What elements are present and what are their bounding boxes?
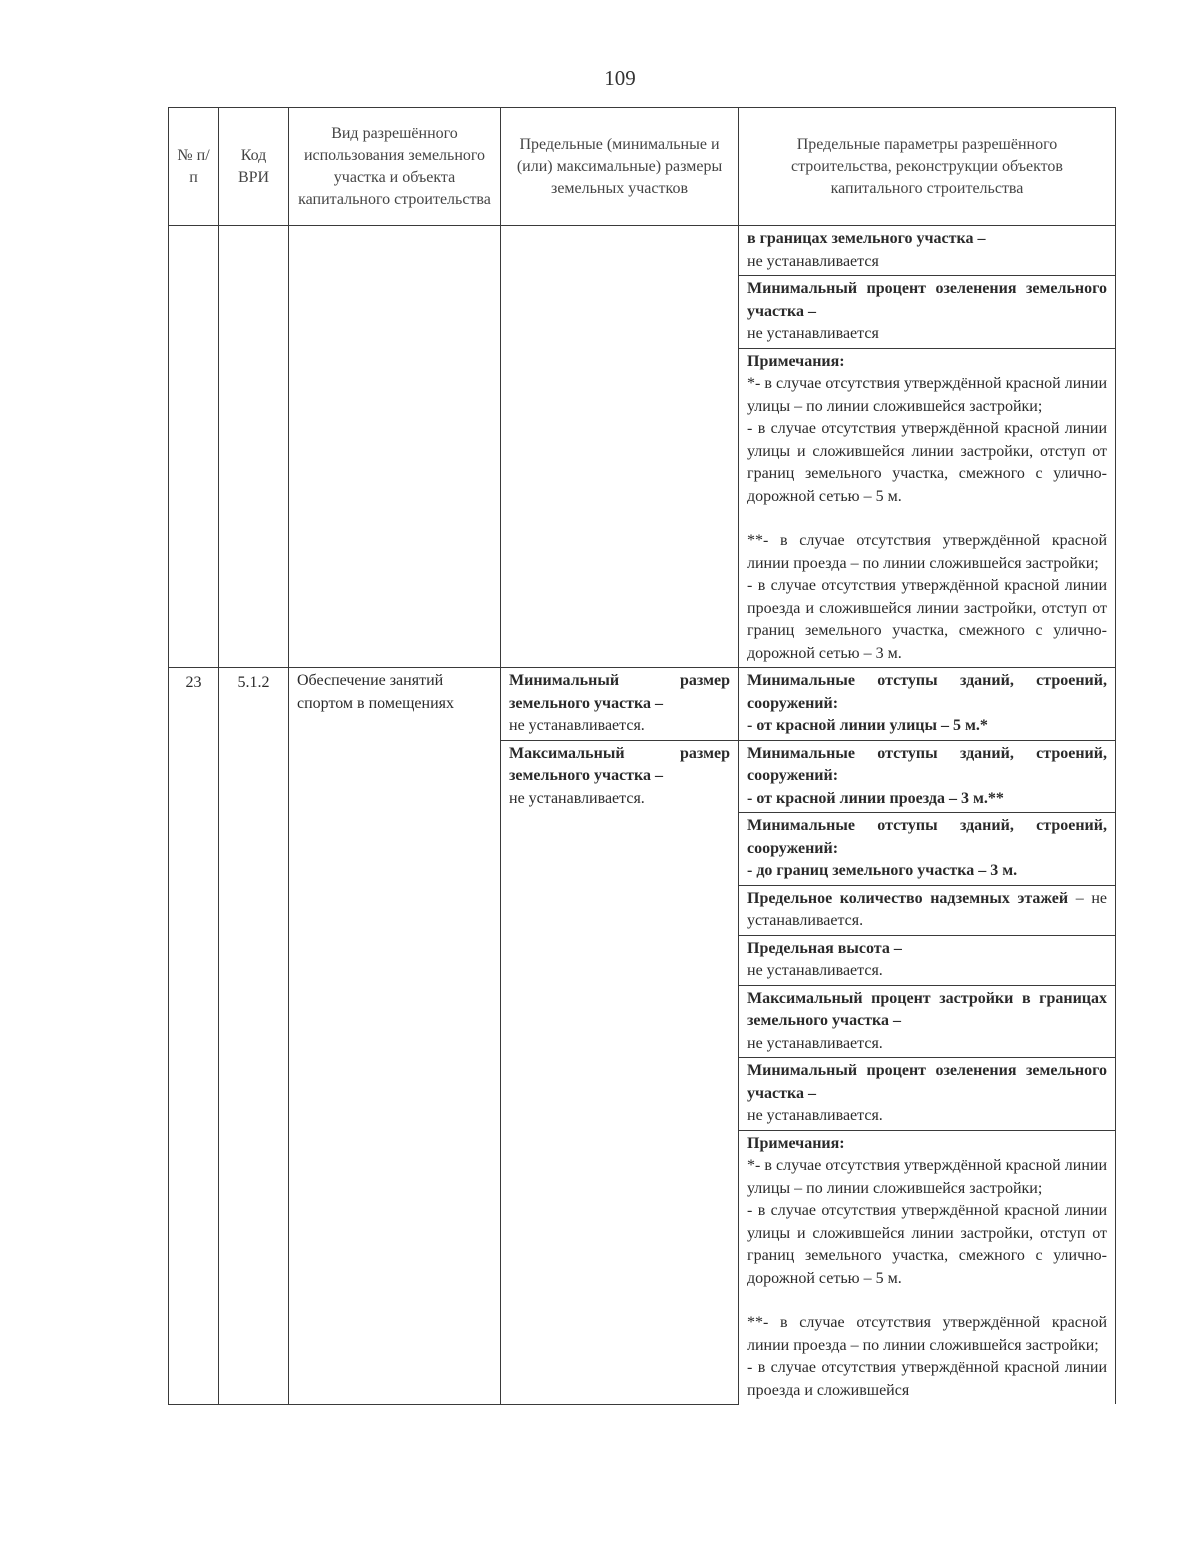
param-heading: Минимальные отступы зданий, строений, сооружений: (747, 744, 1107, 784)
param-heading: Минимальные отступы зданий, строений, сооружений: (747, 817, 1107, 857)
note-paragraph: **- в случае отсутствия утверждённой красной линии проезда – по линии сложившейся застройки; (747, 532, 1107, 572)
param-value: не устанавливается. (747, 1107, 883, 1124)
row-num: 23 (185, 674, 202, 691)
param-heading: Минимальные отступы зданий, строений, сооружений: (747, 672, 1107, 712)
size-heading: Максимальный размер земельного участка – (509, 744, 730, 784)
note-paragraph: *- в случае отсутствия утверждённой красной линии улицы – по линии сложившейся застройки; (747, 1157, 1107, 1197)
param-value: не устанавливается (747, 252, 879, 270)
header-code: Код ВРИ (219, 108, 289, 226)
header-params: Предельные параметры разрешённого строительства, реконструкции объектов капитального строительства (739, 108, 1116, 226)
param-cell (739, 740, 1116, 813)
param-line: - до границ земельного участка – 3 м. (747, 862, 1018, 879)
cont-param-cell (739, 226, 1116, 276)
param-heading: в границах земельного участка – (747, 230, 986, 247)
header-type: Вид разрешённого использования земельного участка и объекта капитального строительства (289, 108, 501, 226)
param-heading: Максимальный процент застройки в границах земельного участка – (747, 989, 1107, 1029)
cont-type-cell (289, 226, 501, 668)
size-heading: Минимальный размер земельного участка – (509, 672, 730, 712)
note-paragraph: **- в случае отсутствия утверждённой красной линии проезда – по линии сложившейся застройки; (747, 1314, 1107, 1354)
header-row (169, 108, 1116, 226)
table-row (169, 668, 1116, 741)
param-value: не устанавливается. (747, 1034, 883, 1052)
note-paragraph: - в случае отсутствия утверждённой красной линии улицы и сложившейся линии застройки, отступ от границ земельного участка, смежного с улично-дорожной сетью – 5 м. (747, 1202, 1107, 1287)
row-num-cell (169, 668, 219, 1405)
size-cell (501, 668, 739, 741)
param-cell (739, 935, 1116, 985)
param-value: не устанавливается (747, 325, 879, 342)
row-code: 5.1.2 (237, 674, 270, 691)
note-paragraph: - в случае отсутствия утверждённой красной линии улицы и сложившейся линии застройки, отступ от границ земельного участка, смежного с улично-дорожной сетью – 5 м. (747, 420, 1107, 505)
param-heading: Минимальный процент озеленения земельного участка – (747, 280, 1107, 320)
param-value: не устанавливается. (747, 962, 883, 979)
notes-title: Примечания: (747, 1134, 845, 1152)
param-cell (739, 885, 1116, 935)
size-value: не устанавливается. (509, 789, 645, 807)
param-cell (739, 1058, 1116, 1131)
cont-param-cell (739, 276, 1116, 349)
param-heading: Предельное количество надземных этажей (747, 889, 1069, 907)
note-gap (747, 1290, 1107, 1312)
size-value: не устанавливается. (509, 717, 645, 734)
note-paragraph: - в случае отсутствия утверждённой красной линии проезда и сложившейся линии застройки, отступ от границ земельного участка, смежного с улично-дорожной сетью – 3 м. (747, 577, 1107, 662)
cont-num-cell (169, 226, 219, 668)
row-type: Обеспечение занятий спортом в помещениях (297, 672, 454, 712)
param-value: – не устанавливается. (747, 889, 1107, 929)
param-line: - от красной линии улицы – 5 м.* (747, 717, 988, 734)
cont-size-cell (501, 226, 739, 668)
header-size: Предельные (минимальные и (или) максимальные) размеры земельных участков (501, 108, 739, 226)
notes-title: Примечания: (747, 352, 845, 370)
param-line: - от красной линии проезда – 3 м.** (747, 789, 1004, 807)
notes-cell (739, 1130, 1116, 1404)
size-cell (501, 740, 739, 1404)
param-cell (739, 668, 1116, 741)
param-heading: Предельная высота – (747, 939, 902, 957)
page-number: 109 (604, 66, 636, 90)
land-use-table (168, 107, 1116, 1405)
row-type-cell (289, 668, 501, 1405)
continuation-row (169, 226, 1116, 276)
param-heading: Минимальный процент озеленения земельного участка – (747, 1062, 1107, 1102)
note-gap (747, 508, 1107, 530)
param-cell (739, 813, 1116, 886)
note-paragraph: *- в случае отсутствия утверждённой красной линии улицы – по линии сложившейся застройки; (747, 375, 1107, 415)
cont-notes-cell (739, 348, 1116, 668)
note-paragraph: - в случае отсутствия утверждённой красной линии проезда и сложившейся (747, 1359, 1107, 1399)
row-code-cell (219, 668, 289, 1405)
header-num: № п/п (169, 108, 219, 226)
param-cell (739, 985, 1116, 1058)
cont-code-cell (219, 226, 289, 668)
